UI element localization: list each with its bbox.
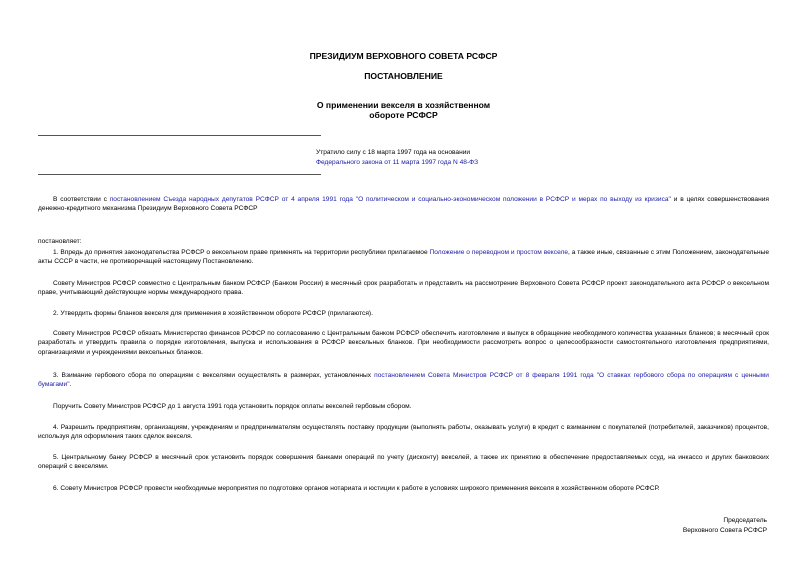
paragraph-1: [38, 248, 769, 267]
preamble-paragraph: [38, 195, 769, 214]
signature-title: Председатель: [723, 517, 767, 524]
divider-bottom: [38, 174, 321, 175]
paragraph-1b: [38, 279, 769, 298]
signature-block: [683, 516, 767, 536]
p1-before: 1. Впредь до принятия законодательства РСФСР о вексельном праве применять на территории республики прилагаемое: [53, 249, 430, 256]
document-title: [0, 100, 807, 120]
paragraph-5-text: 5. Центральному банку РСФСР в месячный срок установить порядок совершения банками операций по учету (дисконту) векселей, а также их принятию в обеспечение предоставляемых ссуд, на инкассо и других банковских операций с векселями.: [38, 454, 769, 471]
p1-link[interactable]: Положение о переводном и простом векселе: [429, 249, 569, 256]
paragraph-5: [38, 453, 769, 472]
resolves-text: постановляет:: [38, 238, 82, 245]
p3-after: .: [69, 381, 72, 389]
signature-body: Верховного Совета РСФСР: [682, 527, 767, 534]
p3-before: 3. Взимание гербового сбора по операциям с векселями осуществлять в размерах, установленных: [53, 372, 375, 379]
paragraph-3b: [38, 402, 769, 411]
paragraph-2b-text: Совету Министров РСФСР обязать Министерство финансов РСФСР по согласованию с Центральным банком РСФСР обеспечить изготовление и выпуск в обращение необходимого количества указанных бланков; в месячный срок разработать и утвердить правила о порядке изготовления, выпуска и использования в РСФСР вексельных бланков. При необходимости рассмотреть вопрос о целесообразности самостоятельного изготовления предприятиями, организациями и учреждениями вексельных бланков.: [38, 330, 769, 356]
status-line: Утратило силу с 18 марта 1997 года на основании: [316, 149, 471, 156]
paragraph-3: [38, 371, 769, 390]
paragraph-3b-text: Поручить Совету Министров РСФСР до 1 августа 1991 года установить порядок оплаты векселей гербовым сбором.: [53, 403, 412, 410]
p1-after: , а также иные, связанные с этим Положением, законодательные акты СССР в части, не противоречащей настоящему Постановлению.: [38, 249, 769, 266]
paragraph-3-text: [38, 371, 769, 390]
paragraph-1-text: [38, 248, 769, 267]
document-type: ПОСТАНОВЛЕНИЕ: [364, 71, 443, 81]
p3-link[interactable]: постановлением Совета Министров РСФСР от 8 февраля 1991 года "О ставках гербового сбора по операциям с ценными бумагами": [38, 372, 769, 389]
paragraph-2-text: 2. Утвердить формы бланков векселя для применения в хозяйственном обороте РСФСР (прилагаются).: [53, 310, 373, 317]
preamble-link[interactable]: постановлением Съезда народных депутатов РСФСР от 4 апреля 1991 года "О политическом и социально-экономическом положении в РСФСР и мерах по выходу из кризиса": [109, 196, 671, 203]
paragraph-4: [38, 423, 769, 442]
divider-top: [38, 135, 321, 136]
paragraph-6-text: 6. Совету Министров РСФСР провести необходимые мероприятия по подготовке органов нотариата и юстиции к работе в условиях широкого применения векселя в хозяйственном обороте РСФСР.: [53, 485, 660, 492]
issuing-body: ПРЕЗИДИУМ ВЕРХОВНОГО СОВЕТА РСФСР: [309, 51, 498, 61]
document-title-line1: О применении векселя в хозяйственном: [316, 100, 491, 110]
status-law-link[interactable]: Федерального закона от 11 марта 1997 года N 48-ФЗ: [316, 158, 479, 166]
paragraph-6: [38, 484, 769, 493]
paragraph-1b-text: Совету Министров РСФСР совместно с Центральным банком РСФСР (Банком России) в месячный срок разработать и представить на рассмотрение Верховного Совета РСФСР проект законодательного акта РСФСР о вексельном праве, учитывающий действующие нормы международного права.: [38, 280, 769, 297]
status-note: [316, 148, 478, 167]
paragraph-2b: [38, 329, 769, 357]
preamble-after: и в целях совершенствования денежно-кредитного механизма Президиум Верховного Совета РСФСР: [38, 196, 769, 213]
resolves-line: [38, 237, 769, 246]
paragraph-2: [38, 309, 769, 318]
paragraph-4-text: 4. Разрешить предприятиям, организациям, учреждениям и предпринимателям осуществлять поставку продукции (выполнять работы, оказывать услуги) в кредит с взиманием с покупателей (потребителей, заказчиков) процентов, используя для оформления таких сделок векселя.: [38, 424, 769, 441]
preamble-text: [38, 195, 769, 214]
preamble-before: В соответствии с: [53, 196, 110, 203]
document-title-line2: обороте РСФСР: [369, 110, 438, 120]
